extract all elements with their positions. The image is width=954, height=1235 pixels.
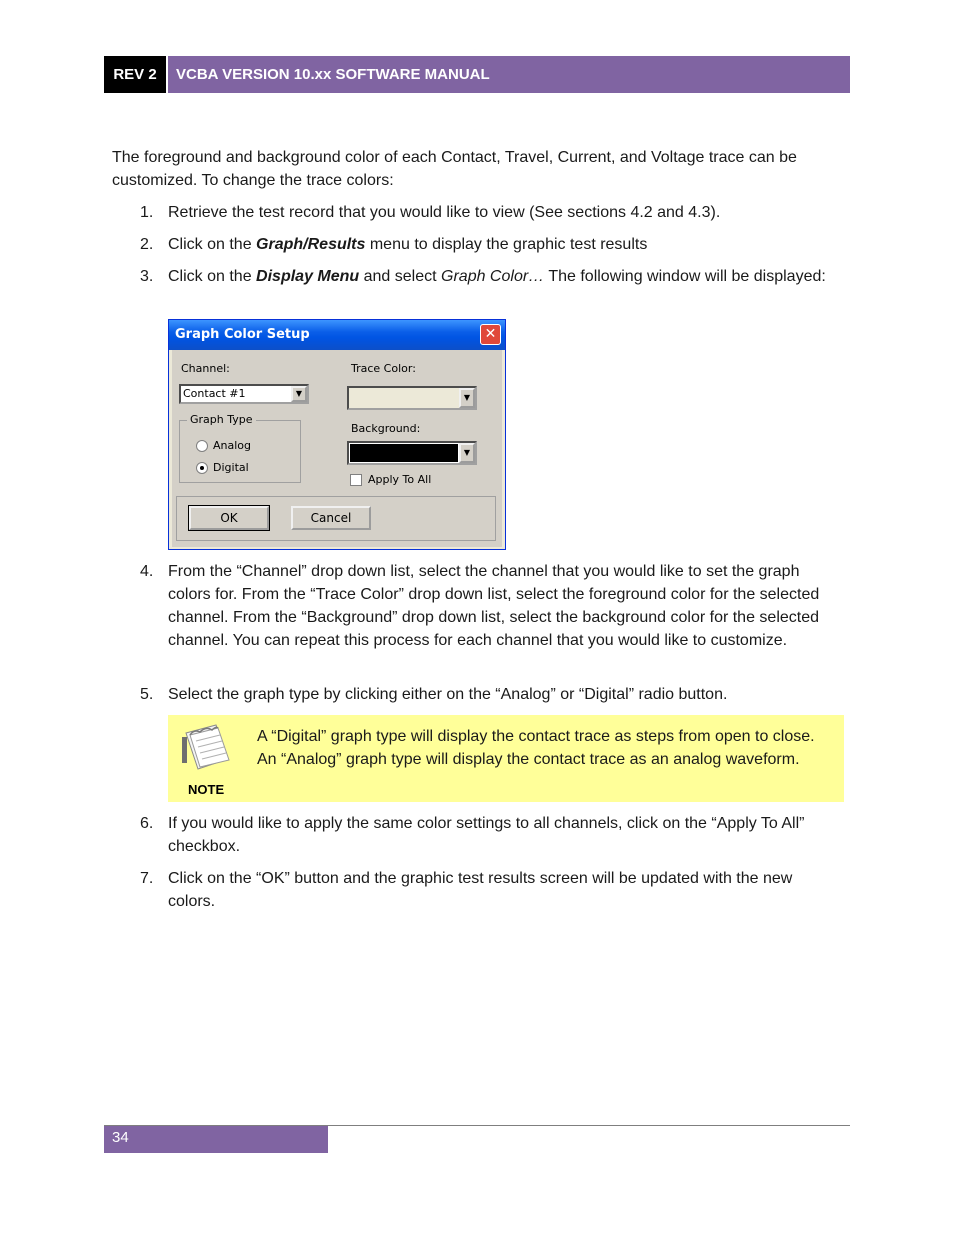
close-icon[interactable]: ✕ — [480, 324, 501, 345]
trace-color-label: Trace Color: — [351, 362, 416, 375]
background-color-swatch — [350, 444, 458, 462]
channel-dropdown[interactable] — [179, 384, 309, 404]
digital-radio[interactable] — [196, 462, 208, 474]
step-2: 2. Click on the Graph/Results menu to display the graphic test results — [140, 236, 648, 253]
apply-to-all-label: Apply To All — [368, 473, 432, 486]
note-text: A “Digital” graph type will display the contact trace as steps from open to close. An “Analog” graph type will display the contact trace as an analog waveform. — [257, 728, 815, 768]
chevron-down-icon[interactable]: ▼ — [459, 443, 475, 463]
notepad-icon — [182, 723, 234, 771]
step-5: 5. Select the graph type by clicking either on the “Analog” or “Digital” radio button. — [140, 686, 728, 703]
graph-color-setup-dialog — [168, 319, 506, 550]
graph-results-menu-name: Graph/Results — [256, 236, 366, 253]
apply-to-all-checkbox[interactable] — [350, 474, 362, 486]
background-dropdown[interactable] — [347, 441, 477, 465]
revision-label: REV 2 — [104, 56, 166, 93]
ok-button[interactable]: OK — [189, 506, 269, 530]
channel-label: Channel: — [181, 362, 230, 375]
chevron-down-icon[interactable]: ▼ — [291, 386, 307, 402]
channel-value: Contact #1 — [183, 387, 246, 400]
note-label: NOTE — [188, 782, 225, 797]
chevron-down-icon[interactable]: ▼ — [459, 388, 475, 408]
step-1: 1. Retrieve the test record that you would like to view (See sections 4.2 and 4.3). — [140, 204, 721, 221]
digital-label: Digital — [213, 461, 249, 474]
step-3: 3. Click on the Display Menu and select Graph Color… The following window will be displayed: — [140, 268, 826, 285]
step-6: 6. If you would like to apply the same color settings to all channels, click on the “Apply To All” checkbox. — [140, 815, 805, 855]
dialog-body — [172, 350, 502, 547]
page-number: 34 — [104, 1126, 328, 1153]
graph-type-label: Graph Type — [187, 413, 256, 426]
manual-title: VCBA VERSION 10.xx SOFTWARE MANUAL — [168, 56, 850, 93]
trace-color-dropdown[interactable] — [347, 386, 477, 410]
radio-selected-dot — [200, 466, 204, 470]
analog-label: Analog — [213, 439, 252, 452]
analog-radio[interactable] — [196, 440, 208, 452]
dialog-title: Graph Color Setup — [169, 320, 505, 350]
step-7: 7. Click on the “OK” button and the graphic test results screen will be updated with the new colors. — [140, 870, 793, 910]
background-label: Background: — [351, 422, 421, 435]
note-box — [168, 715, 844, 802]
display-menu-name: Display Menu — [256, 268, 360, 285]
step-4: 4. From the “Channel” drop down list, select the channel that you would like to set the graph colors for. From the “Trace Color” drop down list, select the foreground color for the selected channel. From the “Background” drop down list, select the background color for the selected channel. You can repeat this process for each channel that you would like to customize. — [140, 563, 820, 649]
cancel-button[interactable]: Cancel — [291, 506, 371, 530]
intro-paragraph: The foreground and background color of each Contact, Travel, Current, and Voltage trace can be customized. To change the trace colors: — [112, 149, 797, 189]
